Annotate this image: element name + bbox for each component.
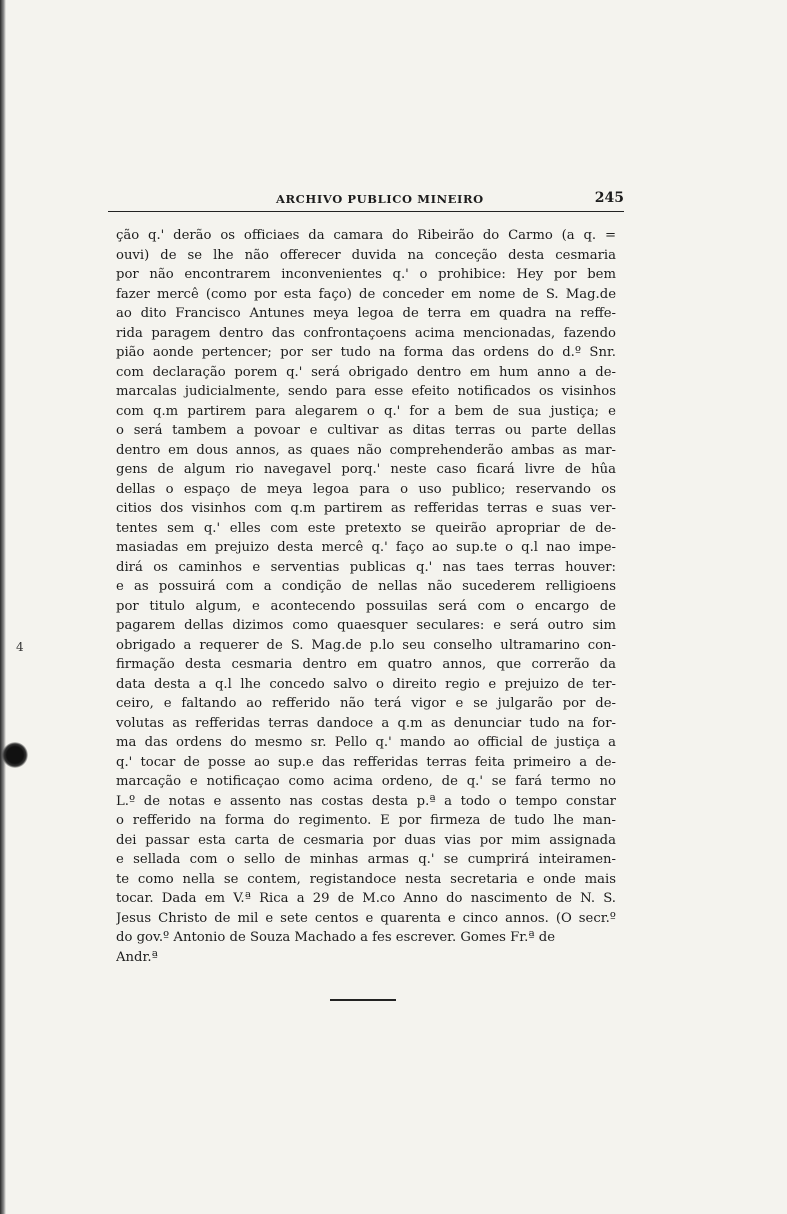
text-line: por não encontrarem inconvenientes q.' o prohibice: Hey por bem [116, 267, 616, 282]
text-line: rida paragem dentro das confrontaçoens acima mencionadas, fazendo [116, 325, 616, 341]
end-rule [330, 999, 396, 1001]
page-edge [0, 0, 6, 1214]
text-line: Andr.ª [116, 949, 158, 965]
text-line: ouvi) de se lhe não offerecer duvida na conceção desta cesmaria [116, 247, 616, 263]
text-line: o refferido na forma do regimento. E por firmeza de tudo lhe man- [116, 813, 616, 828]
page-number: 245 [594, 190, 624, 206]
text-line: ção q.' derão os officiaes da camara do Ribeirão do Carmo (a q. = [116, 228, 616, 243]
text-line: por titulo algum, e acontecendo possuilas será com o encargo de [116, 598, 616, 614]
text-line: L.º de notas e assento nas costas desta p.ª a todo o tempo constar [116, 793, 616, 809]
text-line: masiadas em prejuizo desta mercê q.' faço ao sup.te o q.l nao impe- [116, 540, 616, 555]
text-line: e sellada com o sello de minhas armas q.' se cumprirá inteiramen- [116, 852, 616, 867]
document-body [116, 226, 616, 967]
text-line: citios dos visinhos com q.m partirem as refferidas terras e suas ver- [116, 501, 616, 516]
text-line: com declaração porem q.' será obrigado dentro em hum anno a de- [116, 364, 616, 380]
text-line: dentro em dous annos, as quaes não comprehenderão ambas as mar- [116, 442, 616, 458]
margin-mark: 4 [16, 640, 24, 654]
text-line: o será tambem a povoar e cultivar as ditas terras ou parte dellas [116, 423, 616, 438]
text-line: do gov.º Antonio de Souza Machado a fes escrever. Gomes Fr.ª de [116, 930, 556, 945]
text-line: pião aonde pertencer; por ser tudo na forma das ordens do d.º Snr. [116, 345, 616, 360]
text-line: obrigado a requerer de S. Mag.de p.lo seu conselho ultramarino con- [116, 637, 616, 653]
running-title: ARCHIVO PUBLICO MINEIRO [276, 192, 484, 206]
text-line: volutas as refferidas terras dandoce a q.m as denunciar tudo na for- [116, 715, 616, 731]
text-line: dei passar esta carta de cesmaria por duas vias por mim assignada [116, 832, 616, 848]
text-line: ao dito Francisco Antunes meya legoa de terra em quadra na reffe- [116, 306, 616, 321]
text-line: ma das ordens do mesmo sr. Pello q.' mando ao official de justiça a [116, 735, 616, 750]
text-line: Jesus Christo de mil e sete centos e quarenta e cinco annos. (O secr.º [116, 910, 616, 926]
text-line: data desta a q.l lhe concedo salvo o direito regio e prejuizo de ter- [116, 676, 616, 692]
text-line: com q.m partirem para alegarem o q.' for a bem de sua justiça; e [116, 403, 616, 419]
text-line: marcalas judicialmente, sendo para esse efeito notificados os visinhos [116, 384, 616, 399]
text-line: marcação e notificaçao como acima ordeno, de q.' se fará termo no [116, 774, 616, 789]
text-line: pagarem dellas dizimos como quaesquer seculares: e será outro sim [116, 618, 616, 633]
text-line: dirá os caminhos e serventias publicas q.' nas taes terras houver: [116, 559, 616, 575]
text-line: tocar. Dada em V.ª Rica a 29 de M.co Anno do nascimento de N. S. [116, 891, 616, 906]
ink-blot [2, 742, 28, 768]
text-line: te como nella se contem, registandoce nesta secretaria e onde mais [116, 871, 616, 887]
text-line: tentes sem q.' elles com este pretexto se queirão apropriar de de- [116, 520, 616, 536]
text-line: e as possuirá com a condição de nellas não sucederem relligioens [116, 579, 616, 594]
text-line: q.' tocar de posse ao sup.e das refferidas terras feita primeiro a de- [116, 754, 616, 770]
text-line: firmação desta cesmaria dentro em quatro annos, que correrão da [116, 657, 616, 672]
text-line: dellas o espaço de meya legoa para o uso publico; reservando os [116, 481, 616, 497]
text-line: fazer mercê (como por esta faço) de conceder em nome de S. Mag.de [116, 286, 616, 302]
page-header [108, 190, 624, 212]
text-line: ceiro, e faltando ao refferido não terá vigor e se julgarão por de- [116, 696, 616, 711]
header-rule [108, 211, 624, 212]
text-line: gens de algum rio navegavel porq.' neste caso ficará livre de hûa [116, 462, 616, 477]
